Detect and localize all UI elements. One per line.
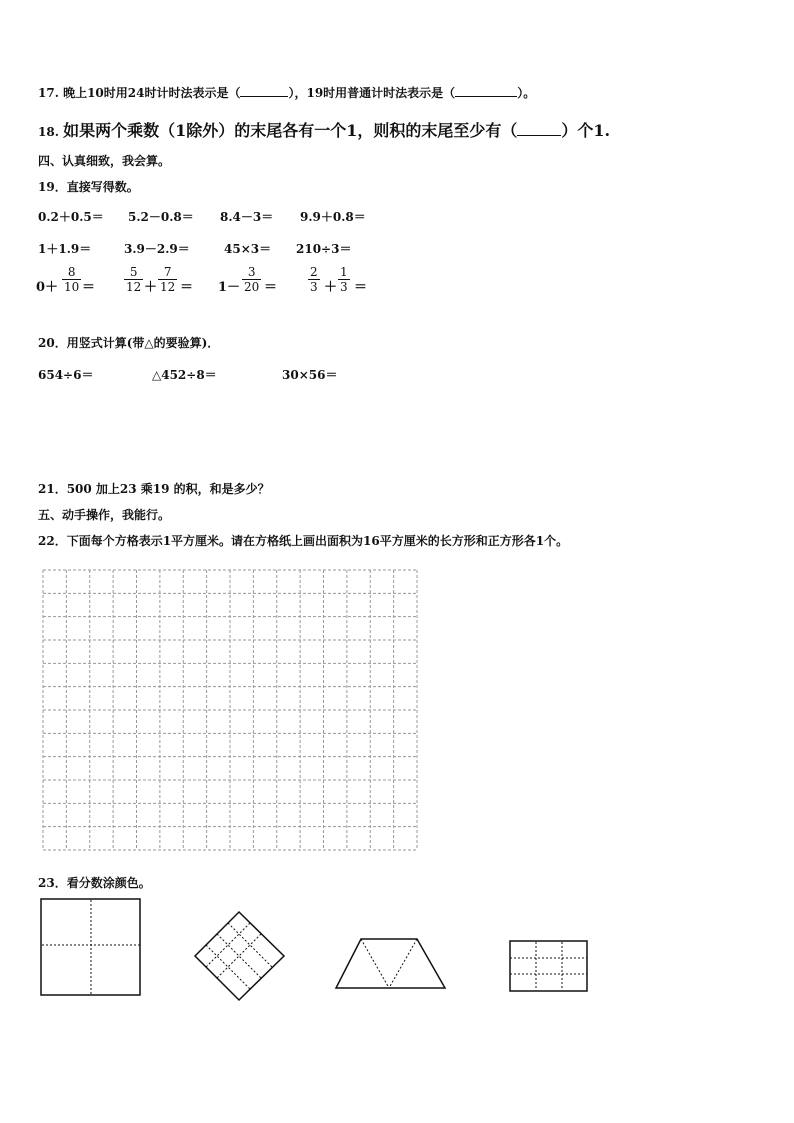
calc-prefix: 0＋ [36,280,59,295]
calc-item: 3.9－2.9＝ [124,242,190,256]
fraction: $\frac{8}{10}$ [64,265,80,294]
question-18 [38,118,610,141]
calc-item: 9.9＋0.8＝ [300,210,366,224]
calc-item: 1＋1.9＝ [38,242,92,256]
calc-equals: ＝ [354,280,368,295]
section-5-heading: 五、动手操作，我能行。 [38,508,171,522]
q18-blank[interactable] [517,135,561,136]
q17-text-b: ），19时用普通计时法表示是（ [288,86,456,100]
section-4-heading: 四、认真细致，我会算。 [38,154,171,168]
calc-equals: ＝ [180,280,194,295]
calc-item: 210÷3＝ [296,242,352,256]
square-quartered-shape[interactable] [40,898,144,998]
rectangle-divided-shape[interactable] [508,938,590,994]
fraction: $\frac{2}{3}$ [310,265,318,294]
calc-item: 0.2＋0.5＝ [38,210,104,224]
question-17 [38,84,535,101]
diamond-divided-shape[interactable] [193,910,287,1004]
question-19-title: 19．直接写得数。 [38,180,139,194]
calc-prefix: 1－ [218,280,241,295]
vertical-calc-item: △452÷8＝ [152,368,217,382]
calc-item: 5.2－0.8＝ [128,210,194,224]
fraction: $\frac{3}{20}$ [244,265,260,294]
q18-text-b: ）个1. [561,121,611,140]
calc-operator: ＋ [144,280,158,295]
q17-text-a: 晚上10时用24时计时法表示是（ [63,86,241,100]
square-grid[interactable] [41,568,419,852]
calc-operator: ＋ [324,280,338,295]
q18-number: 18. [38,125,59,139]
question-23: 23．看分数涂颜色。 [38,876,151,890]
vertical-calc-item: 654÷6＝ [38,368,94,382]
trapezoid-divided-shape[interactable] [333,934,449,990]
calc-item: 45×3＝ [224,242,272,256]
calc-equals: ＝ [264,280,278,295]
calc-equals: ＝ [82,280,96,295]
q17-blank-2[interactable] [455,96,517,97]
vertical-calc-item: 30×56＝ [282,368,338,382]
calc-item: 8.4－3＝ [220,210,274,224]
q17-number: 17. [38,86,59,100]
fraction: $\frac{1}{3}$ [340,265,348,294]
question-20-title: 20．用竖式计算(带△的要验算)． [38,336,220,350]
fraction: $\frac{5}{12}$ [126,265,142,294]
q17-blank-1[interactable] [240,96,288,97]
fraction: $\frac{7}{12}$ [160,265,176,294]
question-21: 21．500 加上23 乘19 的积，和是多少？ [38,482,270,496]
q17-text-c: ）。 [517,86,536,100]
question-22: 22．下面每个方格表示1平方厘米。请在方格纸上画出面积为16平方厘米的长方形和正方形各1个。 [38,534,569,548]
q18-text-a: 如果两个乘数（1除外）的末尾各有一个1，则积的末尾至少有（ [63,121,518,140]
